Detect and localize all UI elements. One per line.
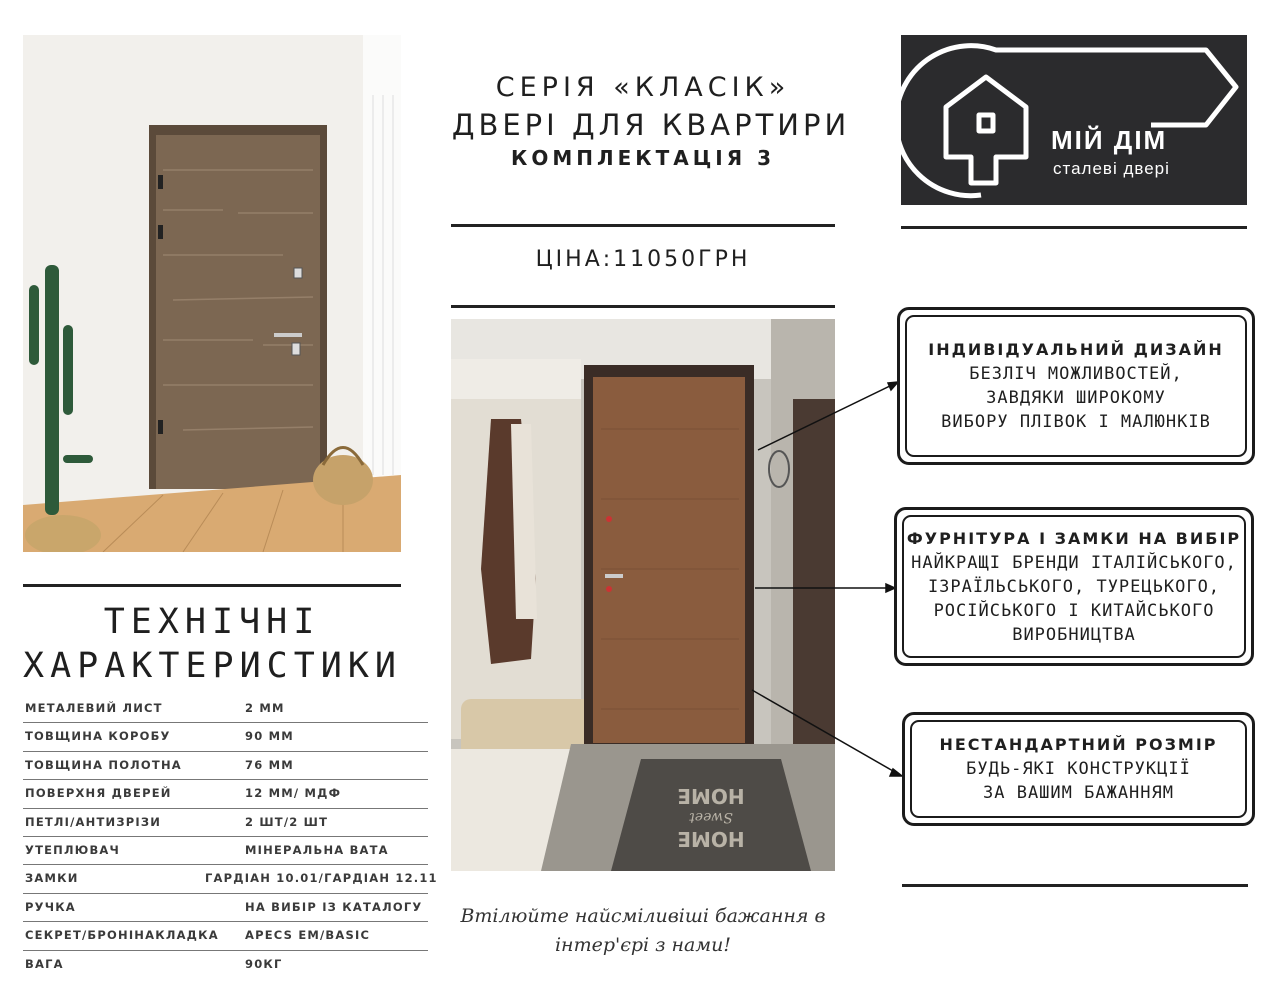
spec-label: ТОВЩИНА КОРОБУ [25, 729, 171, 744]
spec-value: 2 ШТ/2 ШТ [245, 814, 329, 829]
feature-text: ЗА ВАШИМ БАЖАННЯМ [983, 783, 1174, 803]
feature-card-design [897, 307, 1255, 465]
spec-label: РУЧКА [25, 899, 76, 914]
spec-row [23, 695, 428, 723]
price-label: ЦІНА:11050ГРН [535, 247, 751, 272]
spec-value: МІНЕРАЛЬНА ВАТА [245, 842, 389, 857]
spec-value: НА ВИБІР ІЗ КАТАЛОГУ [245, 899, 423, 914]
spec-row [23, 865, 438, 893]
feature-card-hardware [894, 507, 1254, 666]
feature-text: БУДЬ-ЯКІ КОНСТРУКЦІЇ [966, 759, 1191, 779]
feature-text: ЗАВДЯКИ ШИРОКОМУ [986, 388, 1166, 408]
specs-heading-line: ТЕХНІЧНІ [103, 602, 321, 642]
spec-label: ВАГА [25, 956, 64, 971]
spec-label: ТОВЩИНА ПОЛОТНА [25, 757, 182, 772]
feature-title: НЕСТАНДАРТНИЙ РОЗМІР [939, 735, 1218, 754]
feature-card-size [902, 712, 1255, 826]
feature-title: ФУРНІТУРА І ЗАМКИ НА ВИБІР [906, 528, 1242, 548]
spec-row [23, 951, 428, 978]
spec-value: 90 ММ [245, 729, 294, 744]
product-title: ДВЕРІ ДЛЯ КВАРТИРИ [451, 108, 851, 142]
feature-text: ВИРОБНИЦТВА [1012, 624, 1136, 645]
spec-value: APECS EM/BASIC [245, 928, 371, 943]
spec-row [23, 723, 428, 751]
spec-value: 76 ММ [245, 757, 294, 772]
spec-row [23, 752, 428, 780]
feature-text: ВИБОРУ ПЛІВОК І МАЛЮНКІВ [941, 412, 1211, 432]
spec-row [23, 837, 428, 865]
spec-row [23, 894, 428, 922]
slogan [451, 902, 835, 960]
slogan-line: інтер'єрі з нами! [554, 934, 732, 956]
mat-text: Sweet [689, 809, 733, 825]
spec-label: СЕКРЕТ/БРОНІНАКЛАДКА [25, 928, 219, 943]
spec-label: МЕТАЛЕВИЙ ЛИСТ [25, 701, 163, 715]
spec-label: ЗАМКИ [25, 871, 79, 886]
spec-value: 12 ММ/ МДФ [245, 786, 342, 801]
set-title: КОМПЛЕКТАЦІЯ 3 [510, 146, 775, 170]
spec-row [23, 922, 428, 950]
divider [902, 884, 1248, 887]
logo-subtitle: сталеві двері [1053, 159, 1170, 178]
feature-title: ІНДИВІДУАЛЬНИЙ ДИЗАЙН [928, 340, 1224, 359]
slogan-line: Втілюйте найсміливіші бажання в [460, 905, 826, 927]
spec-row [23, 780, 428, 808]
specs-heading [23, 600, 401, 688]
mat-text: HOME [677, 827, 745, 851]
spec-value: 2 ММ [245, 701, 285, 715]
spec-row [23, 809, 428, 837]
spec-label: ПОВЕРХНЯ ДВЕРЕЙ [25, 786, 172, 801]
feature-text: НАЙКРАЩІ БРЕНДИ ІТАЛІЙСЬКОГО, [911, 552, 1237, 573]
mat-text: HOME [677, 784, 745, 808]
feature-text: БЕЗЛІЧ МОЖЛИВОСТЕЙ, [969, 364, 1183, 384]
series-title: СЕРІЯ «КЛАСІК» [495, 72, 791, 103]
feature-text: РОСІЙСЬКОГО І КИТАЙСЬКОГО [933, 600, 1215, 621]
spec-value: 90КГ [245, 956, 283, 971]
logo-name: МІЙ ДІМ [1051, 125, 1168, 155]
spec-table [23, 695, 438, 978]
specs-heading-line: ХАРАКТЕРИСТИКИ [23, 646, 403, 686]
spec-value: ГАРДІАН 10.01/ГАРДІАН 12.11 [205, 871, 438, 886]
spec-label: УТЕПЛЮВАЧ [25, 842, 121, 857]
spec-label: ПЕТЛІ/АНТИЗРІЗИ [25, 814, 162, 829]
feature-text: ІЗРАЇЛЬСЬКОГО, ТУРЕЦЬКОГО, [927, 576, 1221, 597]
divider [23, 584, 401, 587]
